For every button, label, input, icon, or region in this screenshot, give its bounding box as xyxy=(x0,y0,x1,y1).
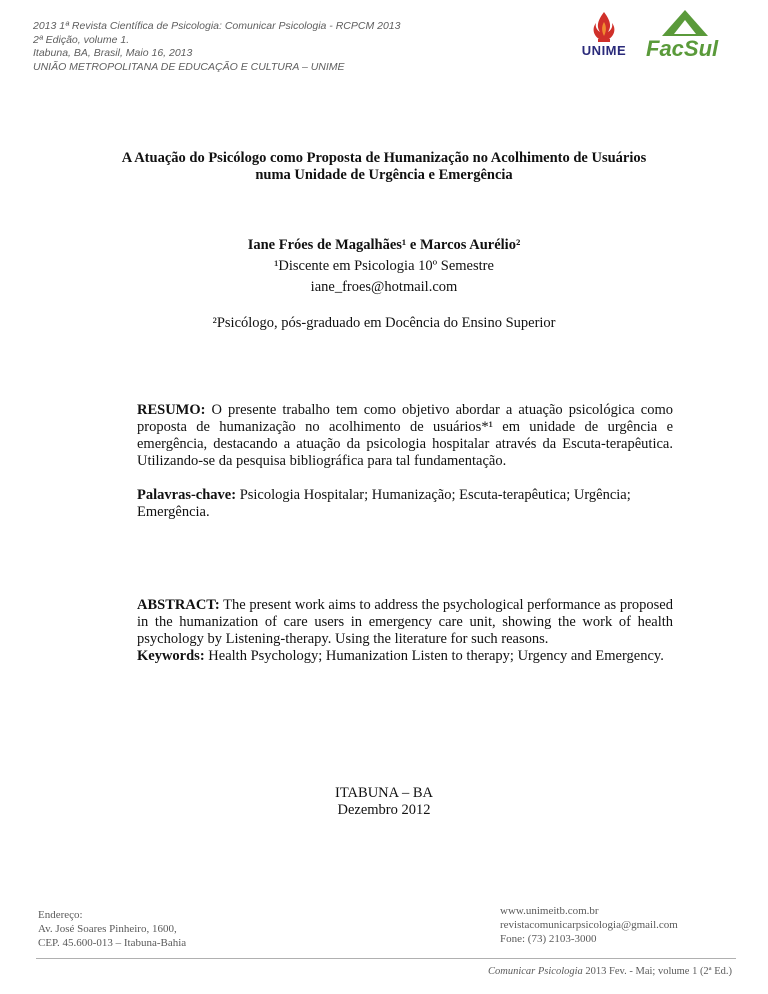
address-line: Av. José Soares Pinheiro, 1600, xyxy=(38,923,177,935)
place-city: ITABUNA – BA xyxy=(335,785,433,801)
palavras-chave-paragraph xyxy=(137,487,673,521)
resumo-paragraph xyxy=(137,402,673,470)
author-names: Iane Fróes de Magalhães¹ e Marcos Aurélio² xyxy=(247,237,521,253)
author-email: iane_froes@hotmail.com xyxy=(310,279,458,295)
palavras-label: Palavras-chave: xyxy=(137,487,237,503)
keywords-text: Health Psychology; Humanization Listen to therapy; Urgency and Emergency. xyxy=(204,648,664,664)
phone-number: Fone: (73) 2103-3000 xyxy=(500,933,597,945)
header-line: UNIÃO METROPOLITANA DE EDUCAÇÃO E CULTURA – UNIME xyxy=(33,60,345,73)
facsul-logo xyxy=(644,8,726,68)
place-date-text: Dezembro 2012 xyxy=(337,802,431,818)
keywords-label: Keywords: xyxy=(137,648,205,664)
journal-issue: 2013 Fev. - Mai; volume 1 (2ª Ed.) xyxy=(582,966,732,977)
authors-block xyxy=(90,235,678,298)
title-line: A Atuação do Psicólogo como Proposta de Humanização no Acolhimento de Usuários xyxy=(121,150,647,166)
journal-name: Comunicar Psicologia xyxy=(488,966,583,977)
unime-logo xyxy=(574,10,634,65)
header-line: 2ª Edição, volume 1. xyxy=(33,33,130,46)
title-line: numa Unidade de Urgência e Emergência xyxy=(255,167,513,183)
journal-header xyxy=(33,20,400,74)
affiliation-1: ¹Discente em Psicologia 10º Semestre xyxy=(274,258,494,274)
address-line: Endereço: xyxy=(38,909,83,921)
footer-journal-info xyxy=(488,966,732,977)
footer-address xyxy=(38,908,186,950)
triangle-icon xyxy=(644,8,726,38)
address-line: CEP. 45.600-013 – Itabuna-Bahia xyxy=(38,937,187,949)
header-line: 2013 1ª Revista Científica de Psicologia: Comunicar Psicologia - RCPCM 2013 xyxy=(33,20,401,32)
footer-contact xyxy=(500,904,678,946)
paper-title xyxy=(90,150,678,184)
affiliation-2: ²Psicólogo, pós-graduado em Docência do Ensino Superior xyxy=(212,315,556,331)
flame-icon xyxy=(574,10,634,44)
email-link[interactable]: revistacomunicarpsicologia@gmail.com xyxy=(500,919,678,931)
resumo-text: O presente trabalho tem como objetivo abordar a atuação psicológica como proposta de humanização no acolhimento de usuários*¹ em unidade de urgência e emergência, destacando a atuação da psicologia hospitalar através da Escuta-terapêutica. Utilizando-se da pesquisa bibliográfica para tal fundamentação. xyxy=(137,402,673,469)
resumo-label: RESUMO: xyxy=(137,402,206,418)
abstract-label: ABSTRACT: xyxy=(137,597,220,613)
website-link[interactable]: www.unimeitb.com.br xyxy=(500,905,599,917)
unime-logo-text: UNIME xyxy=(581,43,627,58)
abstract-text: The present work aims to address the psychological performance as proposed in the humanization of care users in emergency care unit, showing the work of health psychology by Listening-therapy. Using the literature for such reasons. xyxy=(137,597,673,647)
palavras-text: Psicologia Hospitalar; Humanização; Escuta-terapêutica; Urgência; Emergência. xyxy=(137,487,631,520)
abstract-paragraph xyxy=(137,597,673,665)
place-date xyxy=(90,785,678,819)
facsul-logo-text: FacSul xyxy=(646,36,719,61)
header-line: Itabuna, BA, Brasil, Maio 16, 2013 xyxy=(33,47,193,59)
footer-divider xyxy=(36,958,736,959)
